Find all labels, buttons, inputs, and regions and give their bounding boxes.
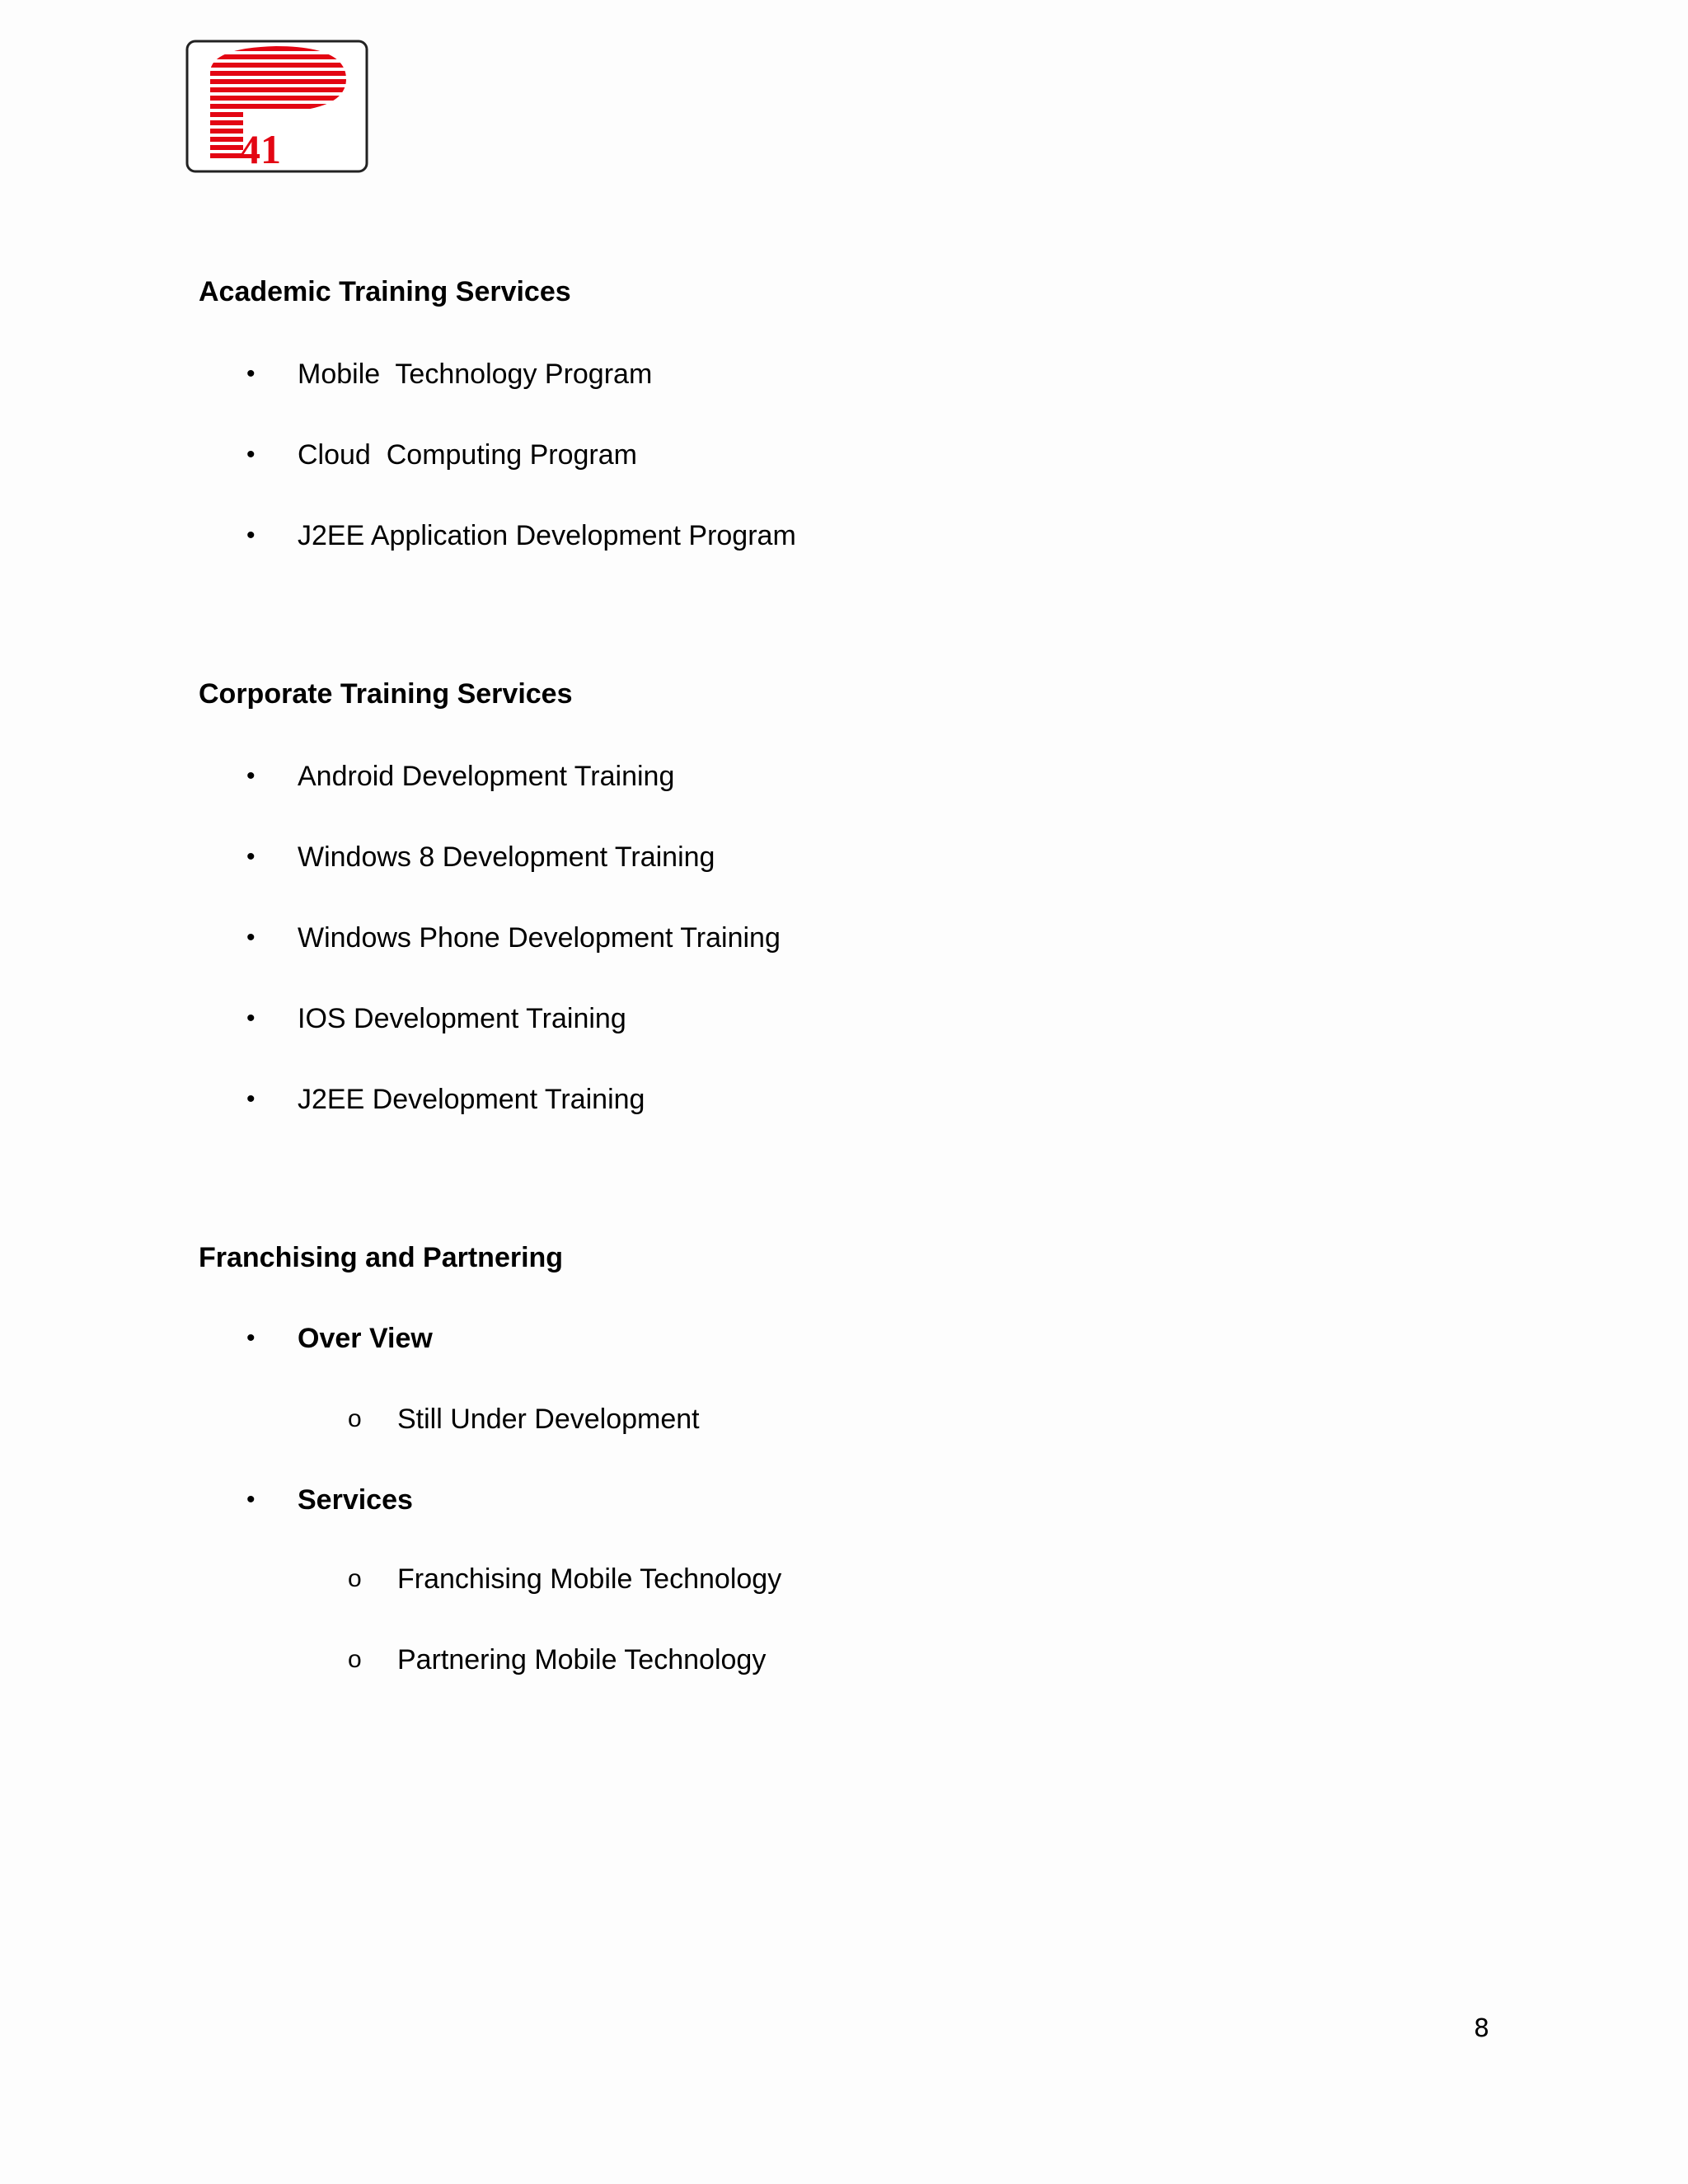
bullet-icon: •: [246, 762, 256, 790]
bullet-icon: •: [246, 522, 256, 549]
sub-list-item: Partnering Mobile Technology: [397, 1644, 767, 1675]
subbullet-icon: o: [348, 1565, 362, 1592]
bullet-icon: •: [246, 843, 256, 870]
logo-text: 41: [240, 126, 281, 172]
bullet-icon: •: [246, 924, 256, 951]
list-item: Cloud Computing Program: [298, 439, 637, 471]
list-item: Windows Phone Development Training: [298, 922, 781, 954]
subbullet-icon: o: [348, 1405, 362, 1432]
list-item-overview: Over View: [298, 1323, 433, 1354]
bullet-icon: •: [246, 1324, 256, 1352]
list-item: Android Development Training: [298, 761, 675, 792]
subbullet-icon: o: [348, 1646, 362, 1673]
company-logo: [185, 40, 368, 173]
sub-list-item: Franchising Mobile Technology: [397, 1563, 782, 1595]
bullet-icon: •: [246, 1486, 256, 1513]
bullet-icon: •: [246, 441, 256, 468]
page-number: 8: [1474, 2014, 1490, 2043]
bullet-icon: •: [246, 360, 256, 387]
sub-list-item: Still Under Development: [397, 1404, 700, 1435]
list-item: J2EE Development Training: [298, 1084, 645, 1115]
section-title-franchising: Franchising and Partnering: [199, 1242, 564, 1273]
section-title-academic: Academic Training Services: [199, 276, 571, 307]
section-title-corporate: Corporate Training Services: [199, 678, 573, 710]
list-item: Mobile Technology Program: [298, 359, 653, 390]
list-item: J2EE Application Development Program: [298, 520, 796, 551]
bullet-icon: •: [246, 1005, 256, 1032]
list-item: Windows 8 Development Training: [298, 841, 715, 873]
list-item-services: Services: [298, 1484, 413, 1516]
bullet-icon: •: [246, 1085, 256, 1113]
list-item: IOS Development Training: [298, 1003, 626, 1034]
